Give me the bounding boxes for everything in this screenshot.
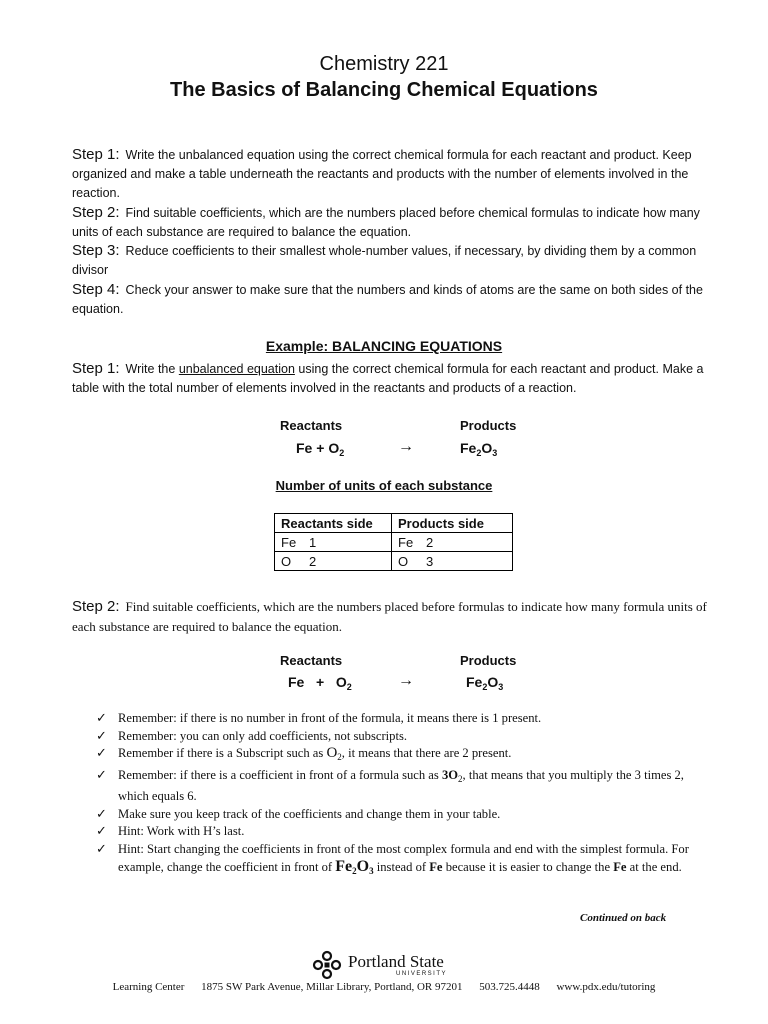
example-heading-text: Example: BALANCING EQUATIONS <box>265 338 503 354</box>
tip-formula: Fe <box>335 858 353 875</box>
units-table <box>274 513 513 571</box>
step-2-text: Find suitable coefficients, which are the numbers placed before chemical formulas to indicate how many units of each substance are required to balance the equation. <box>72 206 700 239</box>
tip-text: Remember: you can only add coefficients, not subscripts. <box>118 728 408 743</box>
list-item <box>96 806 696 824</box>
table-cell <box>392 533 513 552</box>
tip-text: Hint: Start changing the coefficients in front of the most complex formula and end with the simplest formula. For example, change the coefficient in front of <box>118 841 689 874</box>
tip-formula-subscript: 2 <box>458 773 463 784</box>
eq2-prod-fe-subscript: 2 <box>482 682 488 692</box>
table-cell <box>275 552 392 571</box>
step-3-text: Reduce coefficients to their smallest whole-number values, if necessary, by dividing them by a common divisor <box>72 244 697 277</box>
table-title-text: Number of units of each substance <box>275 478 493 493</box>
step-3-label: Step 3: <box>72 242 120 259</box>
tip-text: at the end. <box>629 860 682 874</box>
cell-count: 2 <box>426 534 434 550</box>
example-step-2-label: Step 2: <box>72 598 120 615</box>
tip-text: Hint: Work with H’s last. <box>118 824 245 838</box>
example-step-1-pre: Write the <box>125 362 176 376</box>
footer-address: 1875 SW Park Avenue, Millar Library, Portland, OR 97201 <box>201 981 463 993</box>
example-step-1-underlined: unbalanced equation <box>178 362 295 376</box>
table-header-reactants: Reactants side <box>275 514 392 533</box>
tip-text: Make sure you keep track of the coefficients and change them in your table. <box>118 806 501 821</box>
step-2 <box>72 203 722 242</box>
table-row <box>275 533 513 552</box>
cell-element: O <box>281 553 292 569</box>
products-label-1: Products <box>460 418 517 433</box>
tip-formula: Fe <box>429 860 443 874</box>
continued-note: Continued on back <box>580 912 667 924</box>
step-1-text: Write the unbalanced equation using the correct chemical formula for each reactant and product. Keep organized and make a table underneath the reactants and products with the number of elements involved in the reaction. <box>72 148 692 200</box>
eq1-prod-fe: Fe <box>460 440 477 456</box>
footer-phone: 503.725.4448 <box>479 981 540 993</box>
tip-formula: Fe <box>613 860 627 874</box>
reactants-label-1: Reactants <box>280 418 343 433</box>
example-step-2-text: Find suitable coefficients, which are the numbers placed before formulas to indicate how many formula units of each substance are required to balance the equation. <box>72 599 707 634</box>
cell-element: O <box>398 553 409 569</box>
tip-formula-subscript: 2 <box>352 866 357 876</box>
eq1-prod-o: O <box>481 440 493 456</box>
tip-text: Remember if there is a Subscript such as <box>118 746 324 760</box>
eq2-fe: Fe <box>288 674 305 690</box>
eq2-prod-fe: Fe <box>466 674 483 690</box>
list-item <box>96 823 696 841</box>
document-title: The Basics of Balancing Chemical Equations <box>170 79 598 101</box>
eq1-plus: + <box>316 440 325 456</box>
equation-1-products <box>460 440 497 458</box>
tip-formula-subscript: 3 <box>369 866 374 876</box>
tip-formula: 3O <box>441 767 459 782</box>
footer-web-link[interactable]: www.pdx.edu/tutoring <box>556 981 656 993</box>
footer <box>0 981 768 993</box>
example-step-1-post: using the correct chemical formula for each reactant and product. Make a table with the total number of elements involved in the reactants and products of a reaction. <box>72 362 704 395</box>
step-3 <box>72 241 722 280</box>
table-row <box>275 552 513 571</box>
list-item <box>96 710 696 728</box>
table-cell <box>392 552 513 571</box>
table-header-products: Products side <box>392 514 513 533</box>
tip-formula: O <box>326 745 338 761</box>
products-label-2: Products <box>460 653 517 668</box>
course-title: Chemistry 221 <box>319 53 449 75</box>
tip-text: because it is easier to change the <box>445 860 611 874</box>
eq1-prod-fe-subscript: 2 <box>476 448 482 458</box>
logo-sub: UNIVERSITY <box>396 971 448 977</box>
eq1-fe: Fe <box>296 440 313 456</box>
footer-center: Learning Center <box>112 981 185 993</box>
example-step-1 <box>72 359 722 398</box>
tip-formula: O <box>356 858 370 875</box>
table-title <box>0 478 768 493</box>
table-header-row <box>275 514 513 533</box>
eq2-prod-o-subscript: 3 <box>498 682 504 692</box>
university-logo <box>312 950 462 980</box>
tips-list <box>96 710 696 881</box>
tip-text: Remember: if there is no number in front of the formula, it means there is 1 present. <box>118 711 542 725</box>
list-item <box>96 728 696 746</box>
list-item <box>96 841 696 881</box>
eq2-plus: + <box>316 674 325 690</box>
cell-count: 1 <box>309 534 317 550</box>
tip-text: , that means that you multiply the 3 times 2, which equals 6. <box>118 767 684 803</box>
step-4 <box>72 280 722 319</box>
equation-1-reactants <box>296 440 344 458</box>
eq1-prod-o-subscript: 3 <box>492 448 498 458</box>
step-2-label: Step 2: <box>72 204 120 221</box>
cell-element: Fe <box>398 534 414 550</box>
equation-2-reactants <box>288 674 352 692</box>
example-step-1-label: Step 1: <box>72 360 120 377</box>
cell-element: Fe <box>281 534 297 550</box>
table-cell <box>275 533 392 552</box>
tip-text: Remember: if there is a coefficient in front of a formula such as <box>118 767 439 782</box>
eq1-o-subscript: 2 <box>339 448 345 458</box>
example-heading <box>0 338 768 354</box>
list-item <box>96 767 696 806</box>
logo-emblem-icon <box>312 950 342 980</box>
eq1-o: O <box>328 440 340 456</box>
reactants-label-2: Reactants <box>280 653 343 668</box>
step-1 <box>72 145 722 203</box>
eq2-o-subscript: 2 <box>346 682 352 692</box>
example-step-2 <box>72 597 722 637</box>
logo-name: Portland State <box>348 952 444 971</box>
step-1-label: Step 1: <box>72 146 120 163</box>
arrow-icon: → <box>398 672 414 689</box>
equation-2-products <box>466 674 503 692</box>
tip-text: , it means that there are 2 present. <box>341 746 512 760</box>
list-item <box>96 745 696 767</box>
eq2-o: O <box>335 674 347 690</box>
tip-formula-subscript: 2 <box>337 752 342 762</box>
cell-count: 3 <box>426 553 434 569</box>
step-4-label: Step 4: <box>72 281 120 298</box>
tip-text: instead of <box>376 860 427 874</box>
step-4-text: Check your answer to make sure that the numbers and kinds of atoms are the same on both sides of the equation. <box>72 283 703 316</box>
cell-count: 2 <box>309 553 317 569</box>
arrow-icon: → <box>398 438 414 455</box>
eq2-prod-o: O <box>487 674 499 690</box>
